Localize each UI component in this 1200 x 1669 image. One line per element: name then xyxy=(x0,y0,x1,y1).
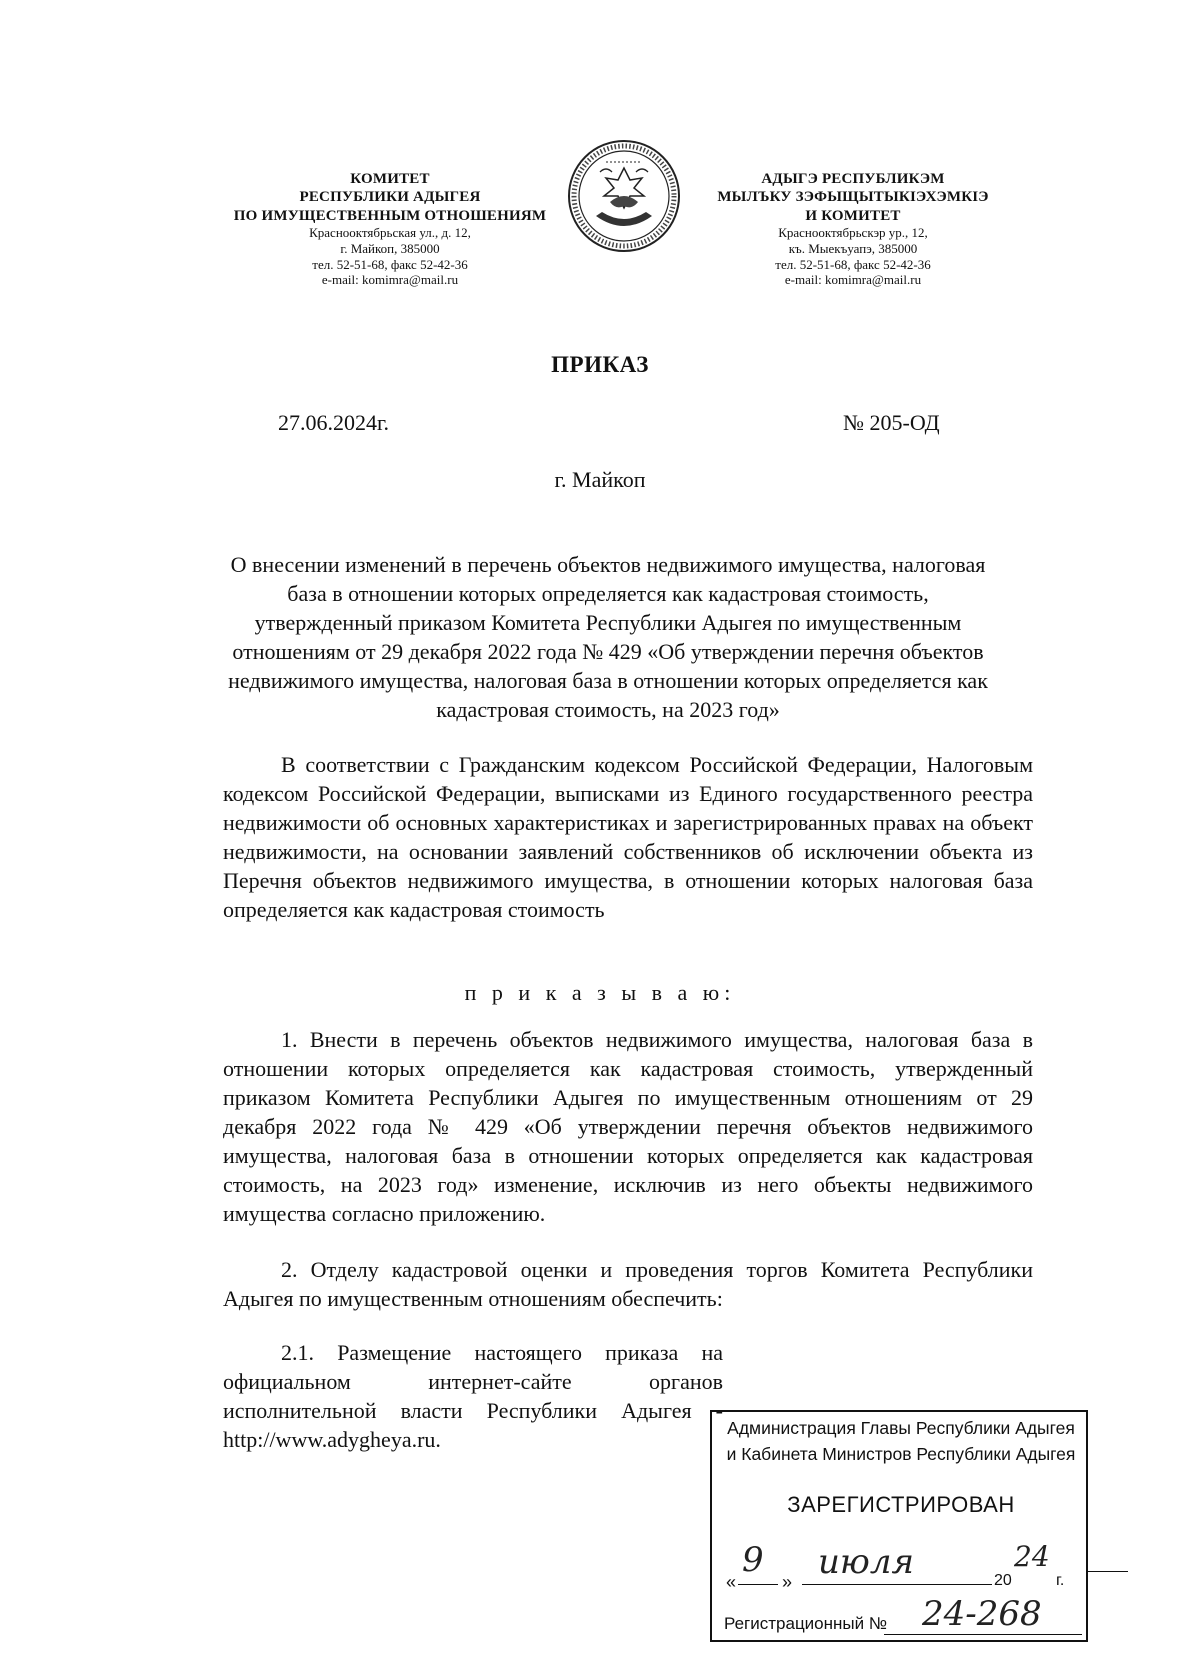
item-2-paragraph: 2. Отделу кадастровой оценки и проведения торгов Комитета Республики Адыгея по имущественным отношениям обеспечить: xyxy=(223,1257,1033,1311)
document-number: № 205-ОД xyxy=(843,410,940,435)
stamp-year-prefix: 20 xyxy=(994,1572,1012,1589)
header-left-line2: РЕСПУБЛИКИ АДЫГЕЯ xyxy=(299,189,481,206)
header-right-address2: къ. Мыекъуапэ, 385000 xyxy=(788,240,918,256)
stamp-line1: Администрация Главы Республики Адыгея xyxy=(727,1418,1075,1438)
stamp-day: 9 xyxy=(742,1540,764,1580)
stamp-month-underline xyxy=(802,1584,992,1585)
header-right xyxy=(688,170,1018,288)
stamp-year-suffix: 24 xyxy=(1014,1540,1050,1573)
header-right-phone: тел. 52-51-68, факс 52-42-36 xyxy=(775,256,931,272)
item-1-paragraph: 1. Внести в перечень объектов недвижимого имущества, налоговая база в отношении которых определяется как кадастровая стоимость, утвержденный приказом Комитета Республики Адыгея по имущественным отношениям от 29 декабря 2022 года № 429 «Об утверждении перечня объектов недвижимого имущества, налоговая база в отношении которых определяется как кадастровая стоимость, на 2023 год» изменение, исключив из него объекты недвижимого имущества согласно приложению. xyxy=(223,1027,1033,1226)
stamp-reg-number: 24-268 xyxy=(922,1594,1042,1634)
order-word: п р и к а з ы в а ю: xyxy=(464,980,736,1005)
header-left-address1: Краснооктябрьская ул., д. 12, xyxy=(309,224,471,240)
item-2-1-paragraph: 2.1. Размещение настоящего приказа на официальном интернет-сайте органов исполнительной власти Республики Адыгея - http://www.adygheya.ru. xyxy=(223,1340,723,1452)
stamp-open-quote: « xyxy=(726,1572,737,1592)
header-left xyxy=(210,170,570,288)
stamp-side-line xyxy=(1088,1571,1128,1572)
stamp-year-g: г. xyxy=(1056,1572,1065,1589)
header-left-address2: г. Майкоп, 385000 xyxy=(340,240,440,256)
header-left-email: e-mail: komimra@mail.ru xyxy=(321,272,459,288)
stamp-reg-label: Регистрационный № xyxy=(724,1614,888,1633)
document-title: ПРИКАЗ xyxy=(551,352,649,377)
registration-stamp xyxy=(710,1410,1088,1642)
document-date: 27.06.2024г. xyxy=(278,410,390,435)
stamp-day-underline xyxy=(738,1584,778,1585)
stamp-reg-underline xyxy=(884,1634,1082,1635)
header-right-address1: Краснооктябрьскэр ур., 12, xyxy=(778,224,928,240)
header-left-line3: ПО ИМУЩЕСТВЕННЫМ ОТНОШЕНИЯМ xyxy=(233,207,547,224)
coat-of-arms-emblem xyxy=(566,138,682,254)
header-right-line3: И КОМИТЕТ xyxy=(805,207,901,224)
header-right-email: e-mail: komimra@mail.ru xyxy=(784,272,922,288)
header-left-phone: тел. 52-51-68, факс 52-42-36 xyxy=(312,256,468,272)
header-right-line1: АДЫГЭ РЕСПУБЛИКЭМ xyxy=(761,171,945,187)
stamp-month: июля xyxy=(818,1542,914,1582)
stamp-registered: ЗАРЕГИСТРИРОВАН xyxy=(787,1492,1015,1517)
stamp-line2: и Кабинета Министров Республики Адыгея xyxy=(726,1444,1076,1464)
stamp-close-quote: » xyxy=(782,1572,793,1592)
header-right-line2: МЫЛЪКУ ЗЭФЫЩЫТЫКIЭХЭМКIЭ xyxy=(717,189,989,206)
document-city: г. Майкоп xyxy=(554,467,646,492)
header-left-line1: КОМИТЕТ xyxy=(350,171,430,187)
preamble-paragraph: В соответствии с Гражданским кодексом Российской Федерации, Налоговым кодексом Российской Федерации, выписками из Единого государственного реестра недвижимости об основных характеристиках и зарегистрированных правах на объект недвижимости, на основании заявлений собственников об исключении объекта из Перечня объектов недвижимого имущества, в отношении которых налоговая база определяется как кадастровая стоимость xyxy=(223,752,1033,922)
document-subject: О внесении изменений в перечень объектов недвижимого имущества, налоговая база в отношении которых определяется как кадастровая стоимость, утвержденный приказом Комитета Республики Адыгея по имущественным отношениям от 29 декабря 2022 года № 429 «Об утверждении перечня объектов недвижимого имущества, налоговая база в отношении которых определяется как кадастровая стоимость, на 2023 год» xyxy=(228,552,988,722)
